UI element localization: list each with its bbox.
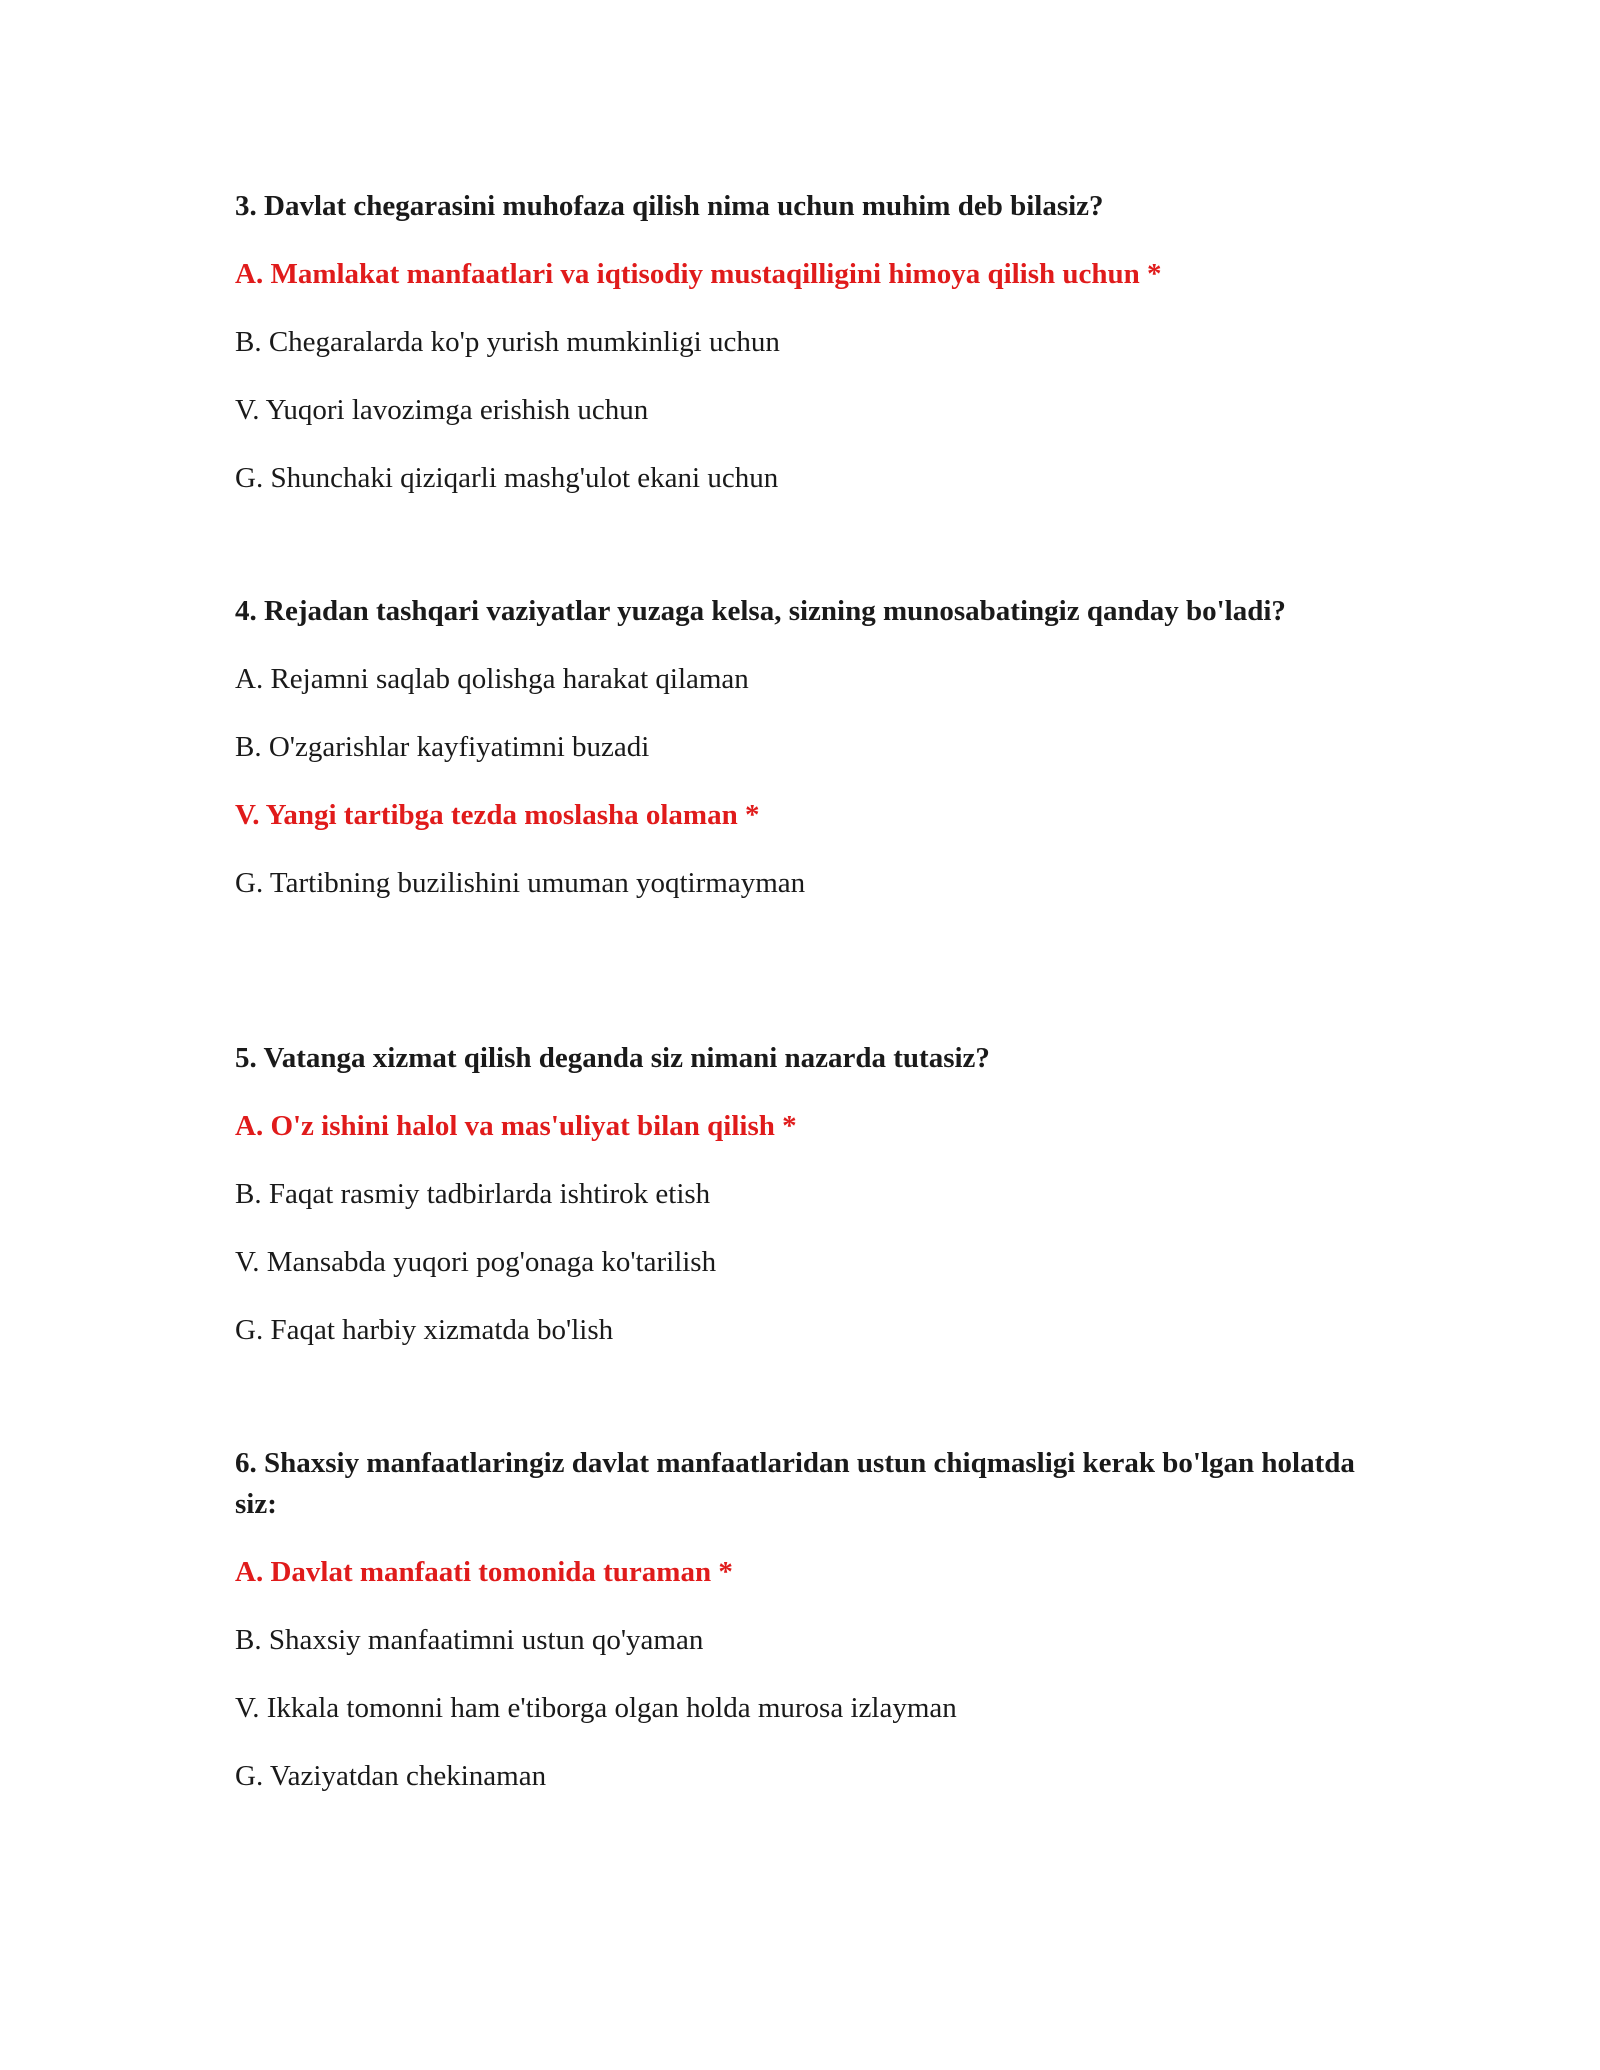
answer-option-a-correct: A. O'z ishini halol va mas'uliyat bilan qilish *	[235, 1110, 797, 1142]
question-text: 6. Shaxsiy manfaatlaringiz davlat manfaatlaridan ustun chiqmasligi kerak bo'lgan holatda siz:	[235, 1447, 1355, 1520]
question-text: 3. Davlat chegarasini muhofaza qilish nima uchun muhim deb bilasiz?	[235, 190, 1104, 222]
answer-option-a-correct: A. Davlat manfaati tomonida turaman *	[235, 1556, 733, 1588]
answer-option-b: B. Faqat rasmiy tadbirlarda ishtirok etish	[235, 1178, 711, 1210]
answer-option-a-correct: A. Mamlakat manfaatlari va iqtisodiy mustaqilligini himoya qilish uchun *	[235, 258, 1162, 290]
answer-option-v: V. Yuqori lavozimga erishish uchun	[235, 394, 649, 426]
question-block-6	[235, 1443, 1375, 1824]
answer-option-b: B. Shaxsiy manfaatimni ustun qo'yaman	[235, 1624, 704, 1656]
question-block-4	[235, 591, 1375, 931]
answer-option-v: V. Ikkala tomonni ham e'tiborga olgan holda murosa izlayman	[235, 1692, 957, 1724]
question-text: 4. Rejadan tashqari vaziyatlar yuzaga kelsa, sizning munosabatingiz qanday bo'ladi?	[235, 595, 1286, 627]
question-block-3	[235, 186, 1375, 526]
answer-option-g: G. Vaziyatdan chekinaman	[235, 1760, 547, 1792]
answer-option-g: G. Faqat harbiy xizmatda bo'lish	[235, 1314, 614, 1346]
answer-option-g: G. Tartibning buzilishini umuman yoqtirmayman	[235, 867, 806, 899]
question-text: 5. Vatanga xizmat qilish deganda siz nimani nazarda tutasiz?	[235, 1042, 990, 1074]
answer-option-g: G. Shunchaki qiziqarli mashg'ulot ekani uchun	[235, 462, 779, 494]
answer-option-b: B. Chegaralarda ko'p yurish mumkinligi uchun	[235, 326, 780, 358]
answer-option-b: B. O'zgarishlar kayfiyatimni buzadi	[235, 731, 650, 763]
answer-option-a: A. Rejamni saqlab qolishga harakat qilaman	[235, 663, 749, 695]
question-block-5	[235, 1038, 1375, 1378]
answer-option-v: V. Mansabda yuqori pog'onaga ko'tarilish	[235, 1246, 717, 1278]
answer-option-v-correct: V. Yangi tartibga tezda moslasha olaman *	[235, 799, 760, 831]
